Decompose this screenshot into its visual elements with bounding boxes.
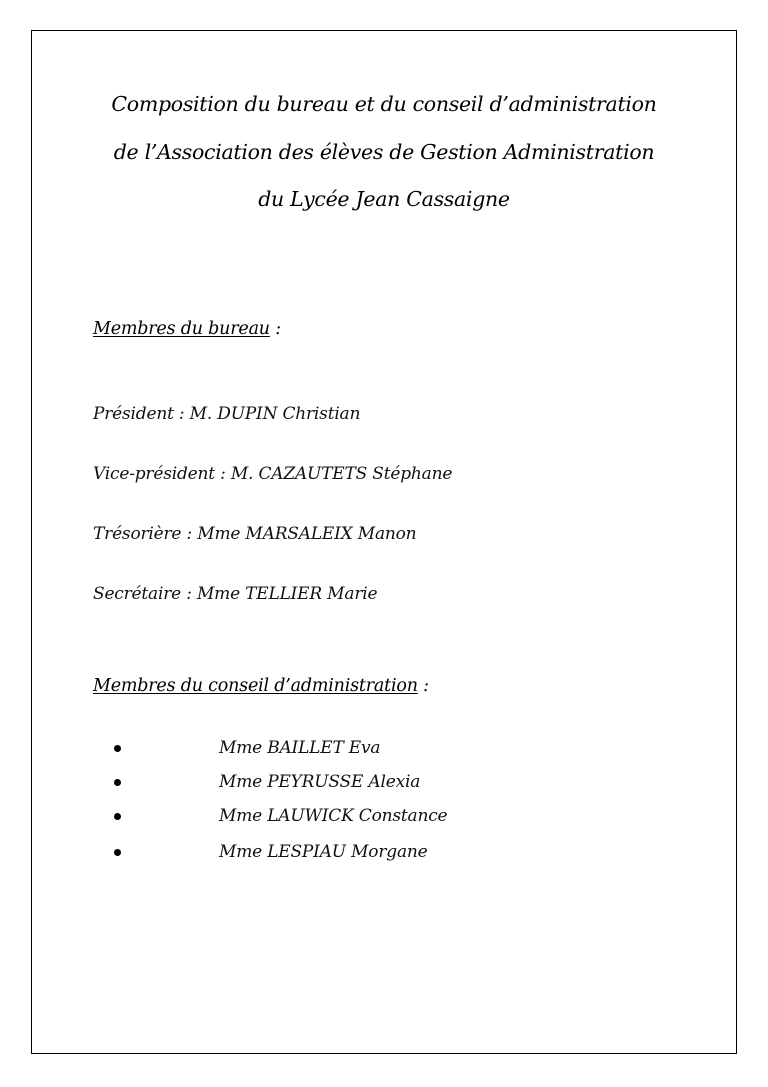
bureau-member-president: Président : M. DUPIN Christian (93, 404, 361, 424)
conseil-heading (93, 676, 429, 696)
bullet-icon (114, 849, 121, 856)
bullet-icon (114, 745, 121, 752)
title-line-1: Composition du bureau et du conseil d’administration (111, 92, 657, 116)
bureau-member-vice-president: Vice-président : M. CAZAUTETS Stéphane (93, 464, 453, 484)
conseil-member-name: Mme BAILLET Eva (219, 738, 381, 758)
bureau-member-tresoriere: Trésorière : Mme MARSALEIX Manon (93, 524, 417, 544)
conseil-member-name: Mme LESPIAU Morgane (219, 842, 428, 862)
conseil-member-name: Mme LAUWICK Constance (219, 806, 448, 826)
title-line-3: du Lycée Jean Cassaigne (258, 187, 510, 211)
bullet-icon (114, 813, 121, 820)
conseil-heading-colon: : (417, 676, 429, 696)
conseil-heading-text: Membres du conseil d’administration (93, 676, 418, 696)
bullet-icon (114, 779, 121, 786)
bureau-member-secretaire: Secrétaire : Mme TELLIER Marie (93, 584, 378, 604)
bureau-heading-text: Membres du bureau (93, 319, 270, 339)
title-line-2: de l’Association des élèves de Gestion Administration (113, 140, 655, 164)
bureau-heading-colon: : (269, 319, 281, 339)
conseil-member-name: Mme PEYRUSSE Alexia (219, 772, 421, 792)
bureau-heading (93, 319, 281, 339)
